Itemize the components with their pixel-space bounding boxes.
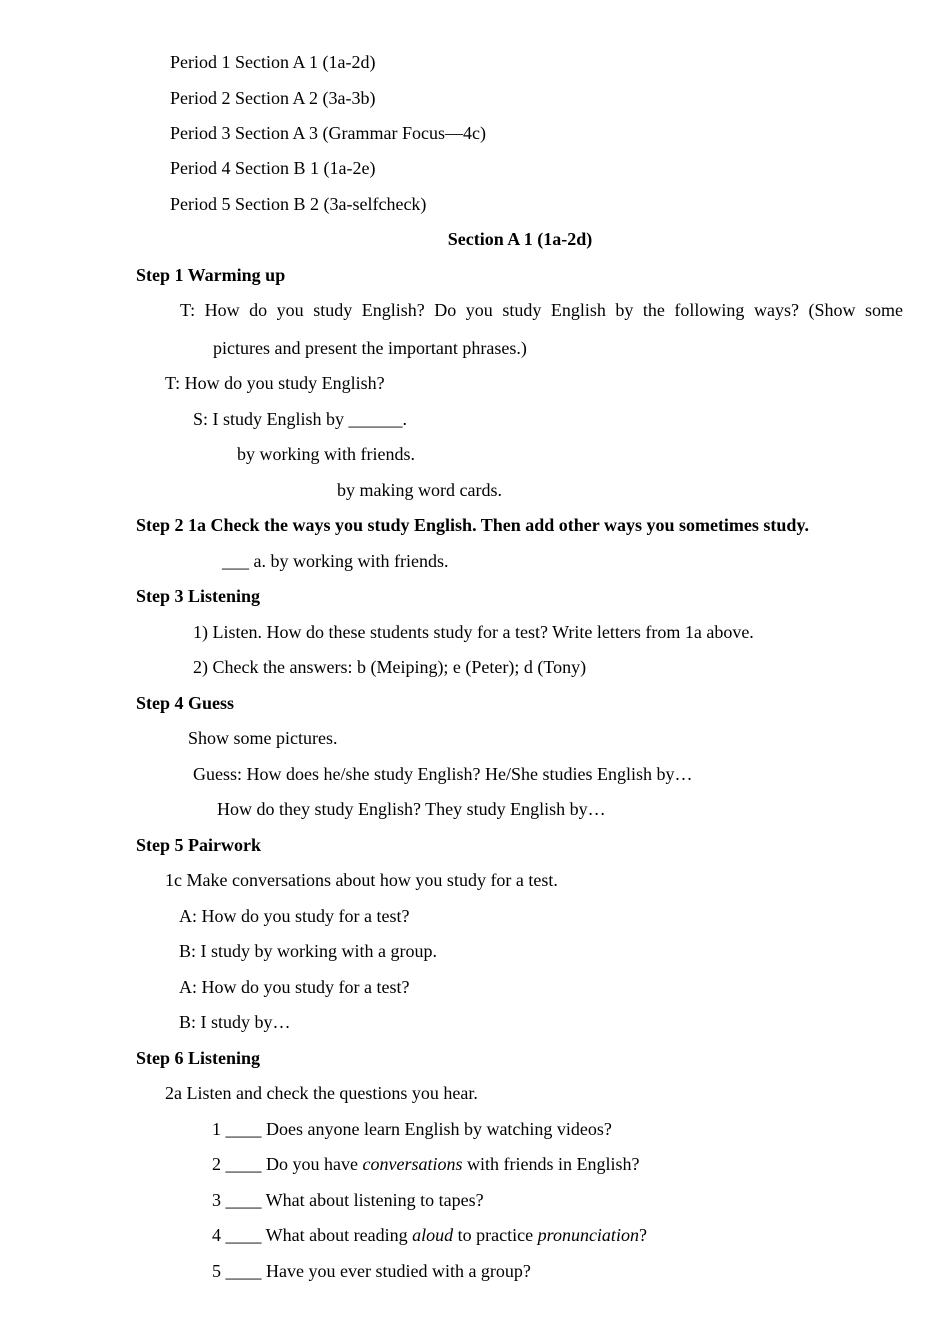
step1-teacher-ask: T: How do you study English? — [165, 373, 385, 393]
period-3: Period 3 Section A 3 (Grammar Focus—4c) — [170, 123, 486, 143]
step3-item-1: 1) Listen. How do these students study for a test? Write letters from 1a above. — [193, 622, 754, 642]
step4-line-3: How do they study English? They study English by… — [217, 799, 606, 819]
period-5: Period 5 Section B 2 (3a-selfcheck) — [170, 194, 427, 214]
step5-heading: Step 5 Pairwork — [136, 835, 261, 855]
q2-emphasis: conversations — [362, 1154, 463, 1174]
step6-heading: Step 6 Listening — [136, 1048, 261, 1068]
step4-heading: Step 4 Guess — [136, 693, 235, 713]
step1-teacher-line-2: pictures and present the important phrases.) — [213, 338, 527, 358]
period-4: Period 4 Section B 1 (1a-2e) — [170, 158, 376, 178]
step2-heading: Step 2 1a Check the ways you study English. Then add other ways you sometimes study. — [136, 515, 809, 535]
step1-student-answer: S: I study English by ______. — [193, 409, 408, 429]
step6-question-5: 5 ____ Have you ever studied with a group? — [212, 1261, 531, 1281]
step6-question-4 — [212, 1224, 647, 1246]
step1-heading: Step 1 Warming up — [136, 265, 286, 285]
step6-question-1: 1 ____ Does anyone learn English by watching videos? — [212, 1119, 612, 1139]
step5-dialog-line: B: I study by working with a group. — [179, 941, 437, 961]
step1-way-2: by making word cards. — [337, 480, 502, 500]
section-title: Section A 1 (1a-2d) — [447, 229, 593, 249]
period-1: Period 1 Section A 1 (1a-2d) — [170, 52, 376, 72]
step5-dialog-line: A: How do you study for a test? — [179, 977, 410, 997]
q4-emphasis-1: aloud — [412, 1225, 454, 1245]
step2-item: ___ a. by working with friends. — [222, 551, 449, 571]
q4-text-start: 4 ____ What about reading — [212, 1225, 413, 1245]
step6-question-3: 3 ____ What about listening to tapes? — [212, 1190, 484, 1210]
step3-heading: Step 3 Listening — [136, 586, 261, 606]
step5-dialog-line: A: How do you study for a test? — [179, 906, 410, 926]
step5-intro: 1c Make conversations about how you study for a test. — [165, 870, 558, 890]
period-2: Period 2 Section A 2 (3a-3b) — [170, 88, 376, 108]
q4-text-end: ? — [638, 1225, 647, 1245]
step1-way-1: by working with friends. — [237, 444, 415, 464]
step4-line-2: Guess: How does he/she study English? He/She studies English by… — [193, 764, 693, 784]
step5-dialog-line: B: I study by… — [179, 1012, 291, 1032]
step1-teacher-line-1: T: How do you study English? Do you study English by the following ways? (Show some — [180, 300, 903, 320]
q4-emphasis-2: pronunciation — [537, 1225, 639, 1245]
q2-text-start: 2 ____ Do you have — [212, 1154, 363, 1174]
q4-text-mid: to practice — [453, 1225, 538, 1245]
step3-item-2: 2) Check the answers: b (Meiping); e (Peter); d (Tony) — [193, 657, 587, 677]
step6-question-2 — [212, 1153, 639, 1175]
step4-line-1: Show some pictures. — [188, 728, 338, 748]
q2-text-end: with friends in English? — [462, 1154, 640, 1174]
step6-intro: 2a Listen and check the questions you hear. — [165, 1083, 478, 1103]
